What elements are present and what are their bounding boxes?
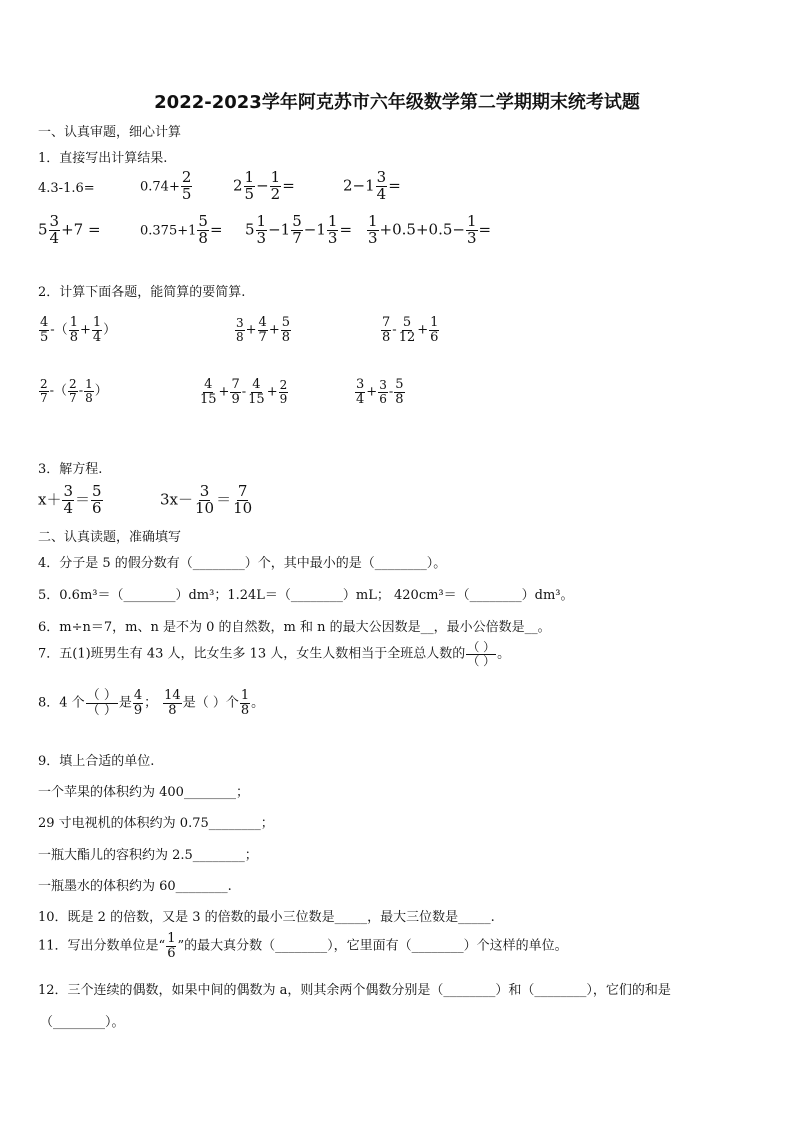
denominator: 8: [69, 329, 78, 345]
fraction: [181, 170, 193, 203]
fraction: [270, 170, 282, 203]
q1-r2-a: [38, 214, 101, 247]
fraction: [466, 214, 478, 247]
fraction: [376, 170, 388, 203]
denominator: 8: [240, 702, 250, 718]
numerator: 3: [356, 377, 365, 392]
denominator: 4: [356, 391, 365, 407]
section-1-heading: 一、认真审题，细心计算: [38, 125, 182, 140]
fraction: [327, 214, 339, 247]
numerator: 5: [395, 377, 404, 392]
q1-label: 1．直接写出计算结果.: [38, 151, 168, 166]
numerator: 1: [430, 315, 439, 330]
equals: =: [209, 220, 223, 239]
numerator: 7: [231, 377, 240, 392]
denominator: 3: [256, 228, 267, 247]
numerator: 14: [164, 688, 181, 703]
numerator: 5: [292, 212, 302, 230]
q7-line: [38, 641, 510, 667]
numerator: 1: [327, 212, 338, 230]
equals: =: [478, 220, 492, 239]
fraction: [378, 379, 388, 405]
fraction: [398, 316, 417, 344]
numerator: 7: [237, 482, 248, 500]
numerator: 1: [244, 168, 255, 186]
operator: -: [392, 322, 397, 338]
q1-r2-c: [245, 214, 352, 247]
operator: +: [366, 384, 378, 400]
denominator: 7: [69, 390, 77, 405]
numerator: 1: [368, 212, 378, 230]
fraction: [92, 316, 102, 344]
fraction: [394, 378, 404, 406]
denominator: 8: [198, 228, 208, 247]
punctuation: 。: [251, 695, 265, 711]
denominator: 9: [231, 391, 240, 407]
q12-line-2: （________）。: [40, 1015, 125, 1030]
q11-line: [38, 932, 568, 960]
whole: 5: [245, 220, 255, 239]
numerator: 2: [40, 377, 48, 391]
numerator: 3: [379, 378, 387, 393]
operator: ）: [103, 322, 117, 338]
q5-text: 5．0.6m³＝（________）dm³；1.24L＝（________）mL； 420cm³＝（________）dm³。: [38, 588, 574, 603]
q1-r2-b: [140, 214, 223, 247]
q8-prefix: 8．4 个: [38, 695, 85, 711]
q9-line-1: 一个苹果的体积约为 400________；: [38, 785, 249, 800]
q9-line-3: 一瓶大酯儿的容积约为 2.5________；: [38, 848, 258, 863]
denominator: 7: [292, 228, 302, 247]
numerator: 2: [69, 377, 77, 391]
q9-line-2: 29 寸电视机的体积约为 0.75________；: [38, 816, 274, 831]
fraction: [62, 484, 74, 517]
q2-expr-4: [38, 378, 108, 404]
q9-line-4: 一瓶墨水的体积约为 60________.: [38, 879, 232, 894]
q3-equation-1: [38, 484, 104, 517]
denominator: 15: [200, 391, 217, 407]
numerator: 2: [279, 378, 288, 393]
page-title: 2022-2023学年阿克苏市六年级数学第二学期期末统考试题: [154, 92, 640, 113]
operator: +: [268, 322, 280, 338]
denominator: 6: [167, 945, 176, 961]
whole: 2: [233, 176, 243, 195]
numerator: 7: [382, 315, 391, 330]
q1-r1-a: 4.3-1.6=: [38, 181, 95, 196]
denominator: 12: [398, 329, 416, 345]
equals: =: [388, 176, 401, 195]
equals: =: [282, 176, 295, 195]
q2-expr-5: [198, 378, 289, 406]
fraction: [199, 378, 218, 406]
denominator: 4: [376, 184, 387, 203]
denominator: 2: [270, 184, 281, 203]
section-2-heading: 二、认真读题，准确填写: [38, 530, 182, 545]
denominator: 4: [92, 329, 102, 345]
operator: -: [241, 384, 247, 400]
fraction: [367, 214, 379, 247]
denominator: 5: [181, 184, 192, 203]
fraction: [68, 378, 78, 404]
operator: −: [256, 176, 269, 195]
numerator: 3: [236, 316, 244, 331]
numerator: 4: [252, 377, 261, 392]
denominator: 7: [40, 390, 48, 405]
fraction: [133, 689, 143, 717]
q2-label: 2．计算下面各题，能简算的要简算.: [38, 285, 246, 300]
q9-label: 9．填上合适的单位.: [38, 754, 155, 769]
numerator: 4: [258, 315, 267, 330]
blank-fraction: [466, 641, 496, 667]
fraction: [258, 316, 268, 344]
numerator: 1: [256, 212, 267, 230]
numerator: 1: [92, 315, 102, 330]
denominator: 4: [63, 498, 74, 517]
fraction: [69, 316, 79, 344]
operator: -（: [50, 322, 68, 338]
denominator: 9: [279, 391, 288, 406]
numerator-blank: （ ）: [467, 640, 496, 654]
denominator-blank: （ ）: [86, 702, 117, 718]
punctuation: 。: [497, 646, 511, 662]
q8-text: 是（ ）个: [182, 695, 239, 711]
fraction: [163, 689, 182, 717]
whole: 5: [38, 220, 48, 239]
denominator: 8: [395, 391, 404, 407]
operator: +: [218, 384, 230, 400]
numerator: 3: [199, 482, 210, 500]
operator: +: [266, 384, 278, 400]
fraction: [39, 316, 49, 344]
q1-r2-d: [366, 214, 491, 247]
q11-text: ”的最大真分数（________），它里面有（________）个这样的单位。: [177, 938, 568, 954]
q11-text: 11．写出分数单位是“: [38, 938, 166, 954]
q1-r1-d: [343, 170, 401, 203]
fraction: [381, 316, 391, 344]
denominator: 3: [466, 228, 477, 247]
numerator: 1: [167, 931, 176, 946]
q2-expr-6: [354, 378, 406, 406]
q7-text: 7．五(1)班男生有 43 人，比女生多 13 人，女生人数相当于全班总人数的: [38, 646, 466, 662]
numerator: 1: [270, 168, 281, 186]
q8-line: [38, 689, 264, 717]
fraction: [235, 317, 245, 343]
denominator: 6: [379, 391, 387, 406]
expr-text: +0.5+0.5−: [379, 220, 465, 239]
numerator: 4: [133, 688, 143, 703]
denominator: 9: [133, 702, 143, 718]
denominator: 4: [49, 228, 60, 247]
fraction: [429, 316, 439, 344]
operator: −1: [303, 220, 326, 239]
numerator: 1: [240, 688, 250, 703]
fraction: [84, 378, 94, 404]
operator: +: [245, 322, 257, 338]
numerator: 1: [85, 377, 93, 391]
operator: +: [79, 322, 91, 338]
equals: ＝: [216, 490, 232, 509]
fraction: [232, 484, 253, 517]
operator: -（: [49, 383, 68, 399]
fraction: [91, 484, 103, 517]
denominator: 3: [327, 228, 338, 247]
denominator: 15: [248, 391, 265, 407]
fraction: [279, 379, 289, 405]
denominator: 7: [258, 329, 267, 345]
q6-text: 6．m÷n＝7，m、n 是不为 0 的自然数，m 和 n 的最大公因数是__，最小公倍数是__。: [38, 620, 551, 635]
denominator: 8: [168, 702, 177, 718]
equals: =: [339, 220, 353, 239]
q3-label: 3．解方程.: [38, 462, 103, 477]
numerator: 4: [40, 315, 49, 330]
numerator: 5: [198, 212, 208, 230]
q3-equation-2: [160, 484, 254, 517]
equals: ＝: [75, 490, 91, 509]
denominator: 8: [281, 329, 291, 345]
fraction: [166, 932, 176, 960]
q2-expr-1: [38, 316, 116, 344]
numerator-blank: （ ）: [86, 688, 117, 703]
blank-fraction: [86, 689, 118, 717]
numerator: 4: [204, 377, 213, 392]
numerator: 5: [92, 482, 102, 500]
expr-text: 3x－: [160, 490, 194, 509]
expr-text: 2−1: [343, 176, 375, 195]
expr-text: +7 =: [61, 220, 101, 239]
numerator: 1: [69, 315, 78, 330]
fraction: [247, 378, 266, 406]
denominator: 5: [40, 329, 49, 345]
fraction: [240, 689, 250, 717]
fraction: [197, 214, 209, 247]
q2-expr-3: [380, 316, 440, 344]
q10-text: 10．既是 2 的倍数，又是 3 的倍数的最小三位数是_____，最大三位数是_____.: [38, 910, 495, 925]
fraction: [194, 484, 215, 517]
denominator: 10: [195, 498, 215, 517]
operator: -: [388, 384, 394, 400]
denominator: 6: [92, 498, 102, 517]
denominator: 5: [244, 184, 255, 203]
numerator: 3: [63, 482, 74, 500]
expr-text: x＋: [38, 490, 62, 509]
denominator: 6: [430, 329, 439, 345]
fraction: [244, 170, 256, 203]
denominator-blank: （ ）: [467, 653, 496, 668]
fraction: [39, 378, 49, 404]
fraction: [256, 214, 268, 247]
numerator: 3: [376, 168, 387, 186]
fraction: [355, 378, 365, 406]
q8-text: ；: [144, 695, 158, 711]
operator: −1: [268, 220, 291, 239]
numerator: 2: [181, 168, 192, 186]
operator: +: [417, 322, 429, 338]
q1-r1-b: [140, 170, 193, 203]
denominator: 8: [382, 329, 391, 345]
numerator: 5: [281, 315, 291, 330]
fraction: [49, 214, 61, 247]
operator: -: [78, 383, 84, 399]
q4-text: 4．分子是 5 的假分数有（________）个，其中最小的是（________）。: [38, 556, 447, 571]
expr-text: 0.375+1: [140, 223, 197, 239]
numerator: 3: [49, 212, 60, 230]
denominator: 8: [85, 390, 93, 405]
expr-text: 0.74+: [140, 179, 180, 195]
q12-line-1: 12．三个连续的偶数，如果中间的偶数为 a，则其余两个偶数分别是（________）和（________），它们的和是: [38, 983, 671, 998]
q8-text: 是: [118, 695, 132, 711]
fraction: [230, 378, 240, 406]
q2-expr-2: [234, 316, 292, 344]
numerator: 5: [402, 315, 412, 330]
fraction: [281, 316, 291, 344]
denominator: 10: [233, 498, 253, 517]
q1-r1-c: [233, 170, 295, 203]
denominator: 8: [236, 329, 244, 344]
denominator: 3: [368, 228, 378, 247]
fraction: [291, 214, 303, 247]
operator: ）: [94, 383, 108, 399]
numerator: 1: [466, 212, 477, 230]
